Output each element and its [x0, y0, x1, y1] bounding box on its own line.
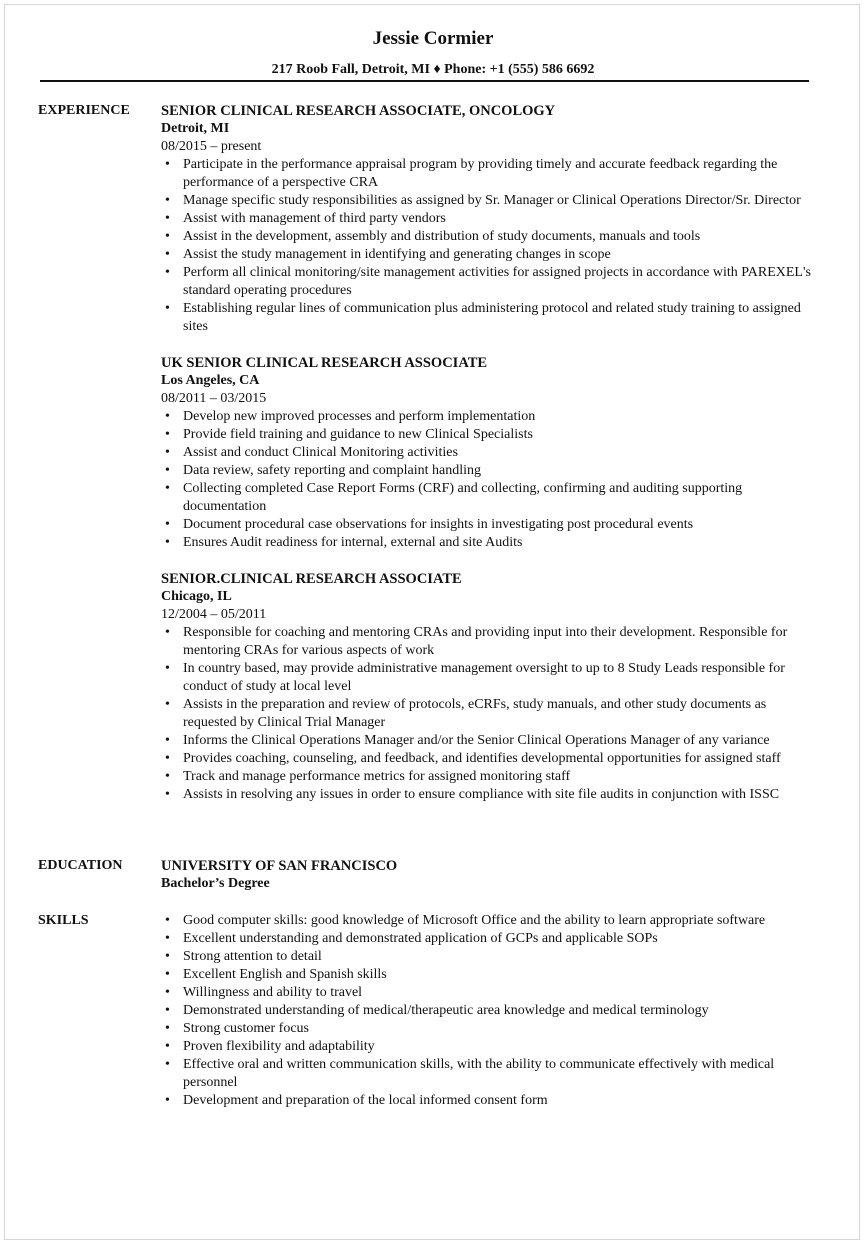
bullet-item: • Document procedural case observations for insights in investigating post procedural events: [161, 516, 821, 534]
job-location: Detroit, MI: [161, 121, 230, 136]
bullet-item: • Assists in the preparation and review of protocols, eCRFs, study manuals, and other study documents as requested by Clinical Trial Manager: [161, 696, 821, 732]
skill-item: • Proven flexibility and adaptability: [161, 1038, 821, 1056]
section-label-experience: EXPERIENCE: [38, 103, 130, 118]
skills-list: [161, 912, 821, 1110]
skill-item: • Good computer skills: good knowledge of Microsoft Office and the ability to learn appropriate software: [161, 912, 821, 930]
bullet-item: • Provide field training and guidance to new Clinical Specialists: [161, 426, 821, 444]
bullet-item: • Assist with management of third party vendors: [161, 210, 821, 228]
contact-line: 217 Roob Fall, Detroit, MI ♦ Phone: +1 (555) 586 6692: [271, 62, 595, 77]
bullet-item: • Establishing regular lines of communication plus administering protocol and related study training to assigned sites: [161, 300, 821, 336]
experience-body: [161, 102, 821, 822]
bullet-item: • Assist in the development, assembly and distribution of study documents, manuals and tools: [161, 228, 821, 246]
bullet-item: • Informs the Clinical Operations Manager and/or the Senior Clinical Operations Manager of any variance: [161, 732, 821, 750]
job-dates: 08/2015 – present: [161, 139, 262, 154]
job-bullets: [161, 408, 821, 552]
skill-item: • Strong attention to detail: [161, 948, 821, 966]
education-body: [161, 857, 821, 893]
skill-item: • Development and preparation of the local informed consent form: [161, 1092, 821, 1110]
bullet-item: • Track and manage performance metrics for assigned monitoring staff: [161, 768, 821, 786]
job-dates: 08/2011 – 03/2015: [161, 391, 267, 406]
job-location: Los Angeles, CA: [161, 373, 260, 388]
job-entry: [161, 102, 821, 336]
job-bullets: [161, 156, 821, 336]
skill-item: • Demonstrated understanding of medical/therapeutic area knowledge and medical terminology: [161, 1002, 821, 1020]
job-title: SENIOR CLINICAL RESEARCH ASSOCIATE, ONCOLOGY: [161, 103, 556, 119]
skill-item: • Excellent understanding and demonstrated application of GCPs and applicable SOPs: [161, 930, 821, 948]
job-dates: 12/2004 – 05/2011: [161, 607, 267, 622]
section-label-skills: SKILLS: [38, 913, 89, 928]
bullet-item: • Manage specific study responsibilities as assigned by Sr. Manager or Clinical Operations Director/Sr. Director: [161, 192, 821, 210]
bullet-item: • In country based, may provide administrative management oversight to up to 8 Study Leads responsible for conduct of study at local level: [161, 660, 821, 696]
candidate-name: Jessie Cormier: [372, 28, 494, 49]
job-entry: [161, 570, 821, 804]
bullet-item: • Collecting completed Case Report Forms (CRF) and collecting, confirming and auditing supporting documentation: [161, 480, 821, 516]
skill-item: • Strong customer focus: [161, 1020, 821, 1038]
bullet-item: • Assists in resolving any issues in order to ensure compliance with site file audits in conjunction with ISSC: [161, 786, 821, 804]
bullet-item: • Develop new improved processes and perform implementation: [161, 408, 821, 426]
education-school: UNIVERSITY OF SAN FRANCISCO: [161, 858, 398, 874]
bullet-item: • Assist the study management in identifying and generating changes in scope: [161, 246, 821, 264]
skill-item: • Excellent English and Spanish skills: [161, 966, 821, 984]
bullet-item: • Provides coaching, counseling, and feedback, and identifies developmental opportunities for assigned staff: [161, 750, 821, 768]
bullet-item: • Data review, safety reporting and complaint handling: [161, 462, 821, 480]
job-location: Chicago, IL: [161, 589, 232, 604]
bullet-item: • Responsible for coaching and mentoring CRAs and providing input into their development. Responsible for mentoring CRAs for various aspects of work: [161, 624, 821, 660]
skill-item: • Willingness and ability to travel: [161, 984, 821, 1002]
skill-item: • Effective oral and written communication skills, with the ability to communicate effectively with medical personnel: [161, 1056, 821, 1092]
header-divider: [40, 80, 809, 82]
job-title: UK SENIOR CLINICAL RESEARCH ASSOCIATE: [161, 355, 488, 371]
bullet-item: • Perform all clinical monitoring/site management activities for assigned projects in accordance with PAREXEL's standard operating procedures: [161, 264, 821, 300]
job-entry: [161, 354, 821, 552]
bullet-item: • Participate in the performance appraisal program by providing timely and accurate feedback regarding the performance of a perspective CRA: [161, 156, 821, 192]
bullet-item: • Assist and conduct Clinical Monitoring activities: [161, 444, 821, 462]
section-label-education: EDUCATION: [38, 858, 123, 873]
job-title: SENIOR.CLINICAL RESEARCH ASSOCIATE: [161, 571, 462, 587]
job-bullets: [161, 624, 821, 804]
education-degree: Bachelor’s Degree: [161, 876, 270, 891]
skills-body: [161, 912, 821, 1110]
bullet-item: • Ensures Audit readiness for internal, external and site Audits: [161, 534, 821, 552]
